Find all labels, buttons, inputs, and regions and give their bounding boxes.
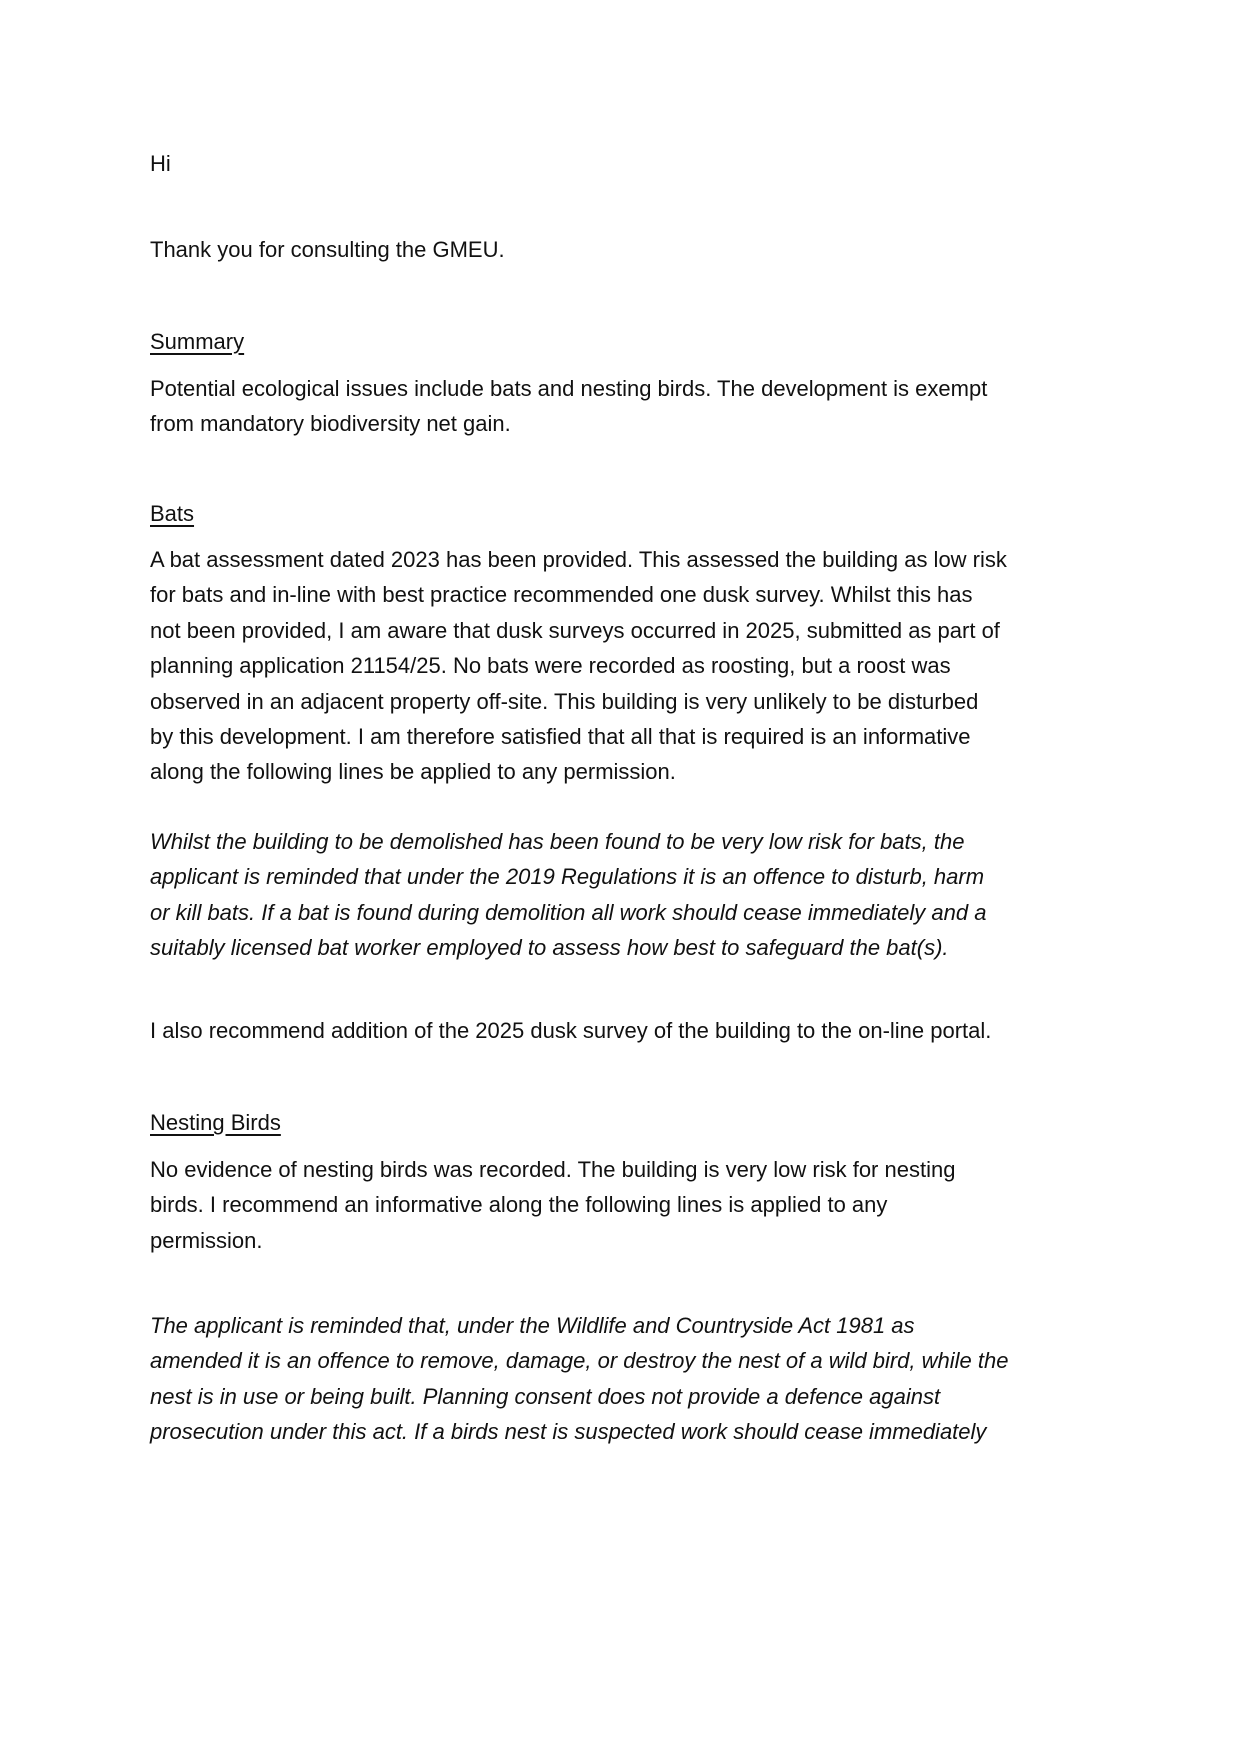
- bats-line: A bat assessment dated 2023 has been provided. This assessed the building as low risk: [150, 547, 1007, 572]
- nesting-birds-line: birds. I recommend an informative along the following lines is applied to any: [150, 1192, 888, 1218]
- thanks-line: Thank you for consulting the GMEU.: [150, 237, 505, 262]
- bats-line: observed in an adjacent property off-site. This building is very unlikely to be disturbed: [150, 688, 979, 714]
- bats-heading: Bats: [150, 501, 195, 526]
- nesting-birds-informative-line: The applicant is reminded that, under the Wildlife and Countryside Act 1981 as: [150, 1313, 915, 1338]
- bats-line: for bats and in-line with best practice recommended one dusk survey. Whilst this has: [150, 582, 973, 608]
- nesting-birds-heading: Nesting Birds: [150, 1110, 281, 1135]
- nesting-birds-informative-line: amended it is an offence to remove, damage, or destroy the nest of a wild bird, while the: [150, 1348, 1009, 1374]
- bats-line: planning application 21154/25. No bats were recorded as roosting, but a roost was: [150, 653, 951, 679]
- nesting-birds-paragraph: [150, 1152, 1090, 1258]
- bats-paragraph: [150, 542, 1090, 790]
- bats-line: along the following lines be applied to any permission.: [150, 759, 676, 785]
- nesting-birds-informative-line: prosecution under this act. If a birds nest is suspected work should cease immediately: [150, 1419, 987, 1445]
- summary-line: from mandatory biodiversity net gain.: [150, 411, 511, 437]
- bats-informative-line: suitably licensed bat worker employed to assess how best to safeguard the bat(s).: [150, 935, 949, 961]
- summary-paragraph: [150, 371, 1090, 442]
- greeting: Hi: [150, 151, 171, 176]
- nesting-birds-line: No evidence of nesting birds was recorded. The building is very low risk for nesting: [150, 1157, 956, 1182]
- bats-informative-line: or kill bats. If a bat is found during demolition all work should cease immediately and a: [150, 899, 987, 925]
- summary-heading: Summary: [150, 329, 245, 354]
- bats-line: by this development. I am therefore satisfied that all that is required is an informative: [150, 724, 971, 750]
- bats-line: not been provided, I am aware that dusk surveys occurred in 2025, submitted as part of: [150, 617, 1000, 643]
- nesting-birds-line: permission.: [150, 1227, 263, 1253]
- nesting-birds-informative-line: nest is in use or being built. Planning consent does not provide a defence against: [150, 1383, 941, 1409]
- bats-informative: [150, 824, 1090, 966]
- nesting-birds-informative: [150, 1308, 1090, 1450]
- bats-informative-line: applicant is reminded that under the 2019 Regulations it is an offence to disturb, harm: [150, 864, 985, 890]
- bats-recommendation: I also recommend addition of the 2025 dusk survey of the building to the on-line portal.: [150, 1018, 992, 1043]
- summary-line: Potential ecological issues include bats and nesting birds. The development is exempt: [150, 376, 988, 401]
- bats-informative-line: Whilst the building to be demolished has been found to be very low risk for bats, the: [150, 829, 965, 854]
